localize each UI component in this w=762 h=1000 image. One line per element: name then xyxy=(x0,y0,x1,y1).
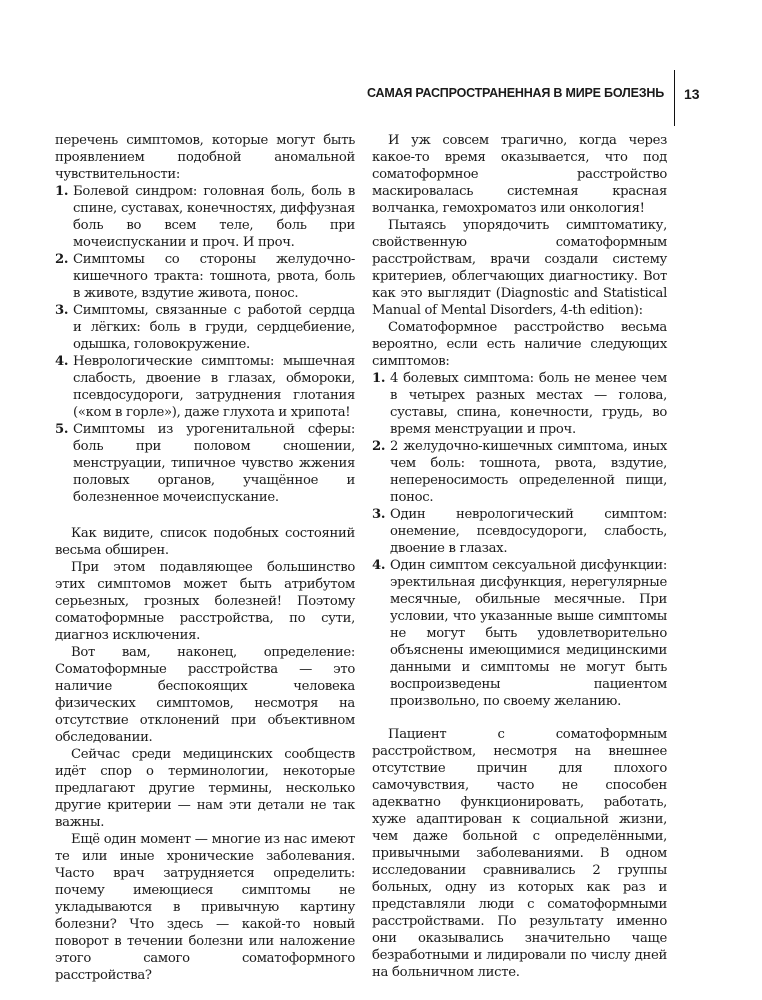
list-number: 1. xyxy=(55,184,69,199)
list-item xyxy=(372,438,667,506)
list-number: 3. xyxy=(55,303,69,318)
body-paragraph: И уж совсем трагично, когда через какое-то время оказывается, что под соматоформное расстройство маскировалась системная красная волчанка, гемохроматоз или онкология! xyxy=(372,133,667,216)
list-item-text: 4 болевых симптома: боль не менее чем в четырех разных местах — голова, суставы, спина, конечности, грудь, во время менструации и проч. xyxy=(390,371,667,437)
body-paragraph: Соматоформное расстройство весьма вероятно, если есть наличие следующих симптомов: xyxy=(372,320,667,369)
body-paragraph: Сейчас среди медицинских сообществ идёт спор о терминологии, некоторые предлагают другие термины, несколько другие критерии — нам эти детали не так важны. xyxy=(55,747,355,830)
list-item-text: Симптомы, связанные с работой сердца и лёгких: боль в груди, сердцебиение, одышка, головокружение. xyxy=(73,303,355,352)
body-paragraph: Вот вам, наконец, определение: Соматоформные расстройства — это наличие беспокоящих человека физических симптомов, несмотря на отсутствие отклонений при объективном обследовании. xyxy=(55,645,355,745)
list-item xyxy=(55,183,355,251)
list-item-text: Неврологические симптомы: мышечная слабость, двоение в глазах, обмороки, псевдосудороги, затруднения глотания («ком в горле»), даже глухота и хрипота! xyxy=(73,354,355,420)
list-number: 2. xyxy=(372,439,386,454)
list-item-text: 2 желудочно-кишечных симптома, иных чем боль: тошнота, рвота, вздутие, непереносимость определенной пищи, понос. xyxy=(390,439,667,505)
list-number: 4. xyxy=(372,558,386,573)
list-item-text: Один симптом сексуальной дисфункции: эректильная дисфункция, нерегулярные месячные, обильные месячные. При условии, что указанные выше симптомы не могут быть удовлетворительно объяснены имеющимися медицинскими данными и симптомы не могут быть воспроизведены пациентом произвольно, по своему желанию. xyxy=(390,558,667,709)
list-item-text: Болевой синдром: головная боль, боль в спине, суставах, конечностях, диффузная боль во всем теле, боль при мочеиспускании и проч. И проч. xyxy=(73,184,355,250)
body-paragraph: Как видите, список подобных состояний весьма обширен. xyxy=(55,526,355,558)
list-number: 3. xyxy=(372,507,386,522)
list-number: 5. xyxy=(55,422,69,437)
header-divider xyxy=(674,70,675,126)
list-number: 4. xyxy=(55,354,69,369)
symptom-list xyxy=(55,183,355,506)
running-header: САМАЯ РАСПРОСТРАНЕННАЯ В МИРЕ БОЛЕЗНЬ xyxy=(366,86,664,100)
list-item xyxy=(55,421,355,506)
criteria-list xyxy=(372,370,667,710)
list-item xyxy=(55,251,355,302)
closing-paragraph: Пациент с соматоформным расстройством, несмотря на внешнее отсутствие причин для плохого самочувствия, часто не способен адекватно функционировать, работать, хуже адаптирован к социальной жизни, чем даже больной с определёнными, привычными заболеваниями. В одном исследовании сравнивались 2 группы больных, одну из которых как раз и представляли люди с соматоформными расстройствами. По результату именно они оказывались значительно чаще безработными и лидировали по числу дней на больничном листе. xyxy=(372,727,667,980)
list-number: 1. xyxy=(372,371,386,386)
page-number: 13 xyxy=(684,86,700,102)
intro-paragraph: перечень симптомов, которые могут быть проявлением подобной аномальной чувствительности: xyxy=(55,133,355,182)
body-paragraph: Пытаясь упорядочить симптоматику, свойственную соматоформным расстройствам, врачи создали систему критериев, облегчающих диагностику. Вот как это выглядит (Diagnostic and Statistical Manual of Mental Disorders, 4-th edition): xyxy=(372,218,667,318)
body-paragraph: При этом подавляющее большинство этих симптомов может быть атрибутом серьезных, грозных болезней! Поэтому соматоформные расстройства, по сути, диагноз исключения. xyxy=(55,560,355,643)
list-number: 2. xyxy=(55,252,69,267)
list-item xyxy=(55,302,355,353)
list-item-text: Один неврологический симптом: онемение, псевдосудороги, слабость, двоение в глазах. xyxy=(390,507,667,556)
list-item xyxy=(55,353,355,421)
body-paragraph: Ещё один момент — многие из нас имеют те или иные хронические заболевания. Часто врач затрудняется определить: почему имеющиеся симптомы не укладываются в привычную картину болезни? Что здесь — какой-то новый поворот в течении болезни или наложение этого самого соматоформного расстройства? xyxy=(55,832,355,983)
list-item-text: Симптомы со стороны желудочно-кишечного тракта: тошнота, рвота, боль в животе, вздутие живота, понос. xyxy=(73,252,355,301)
list-item xyxy=(372,370,667,438)
list-item xyxy=(372,557,667,710)
list-item-text: Симптомы из урогенитальной сферы: боль при половом сношении, менструации, типичное чувство жжения половых органов, учащённое и болезненное мочеиспускание. xyxy=(73,422,355,505)
list-item xyxy=(372,506,667,557)
left-column xyxy=(55,132,355,984)
right-column xyxy=(372,132,667,981)
